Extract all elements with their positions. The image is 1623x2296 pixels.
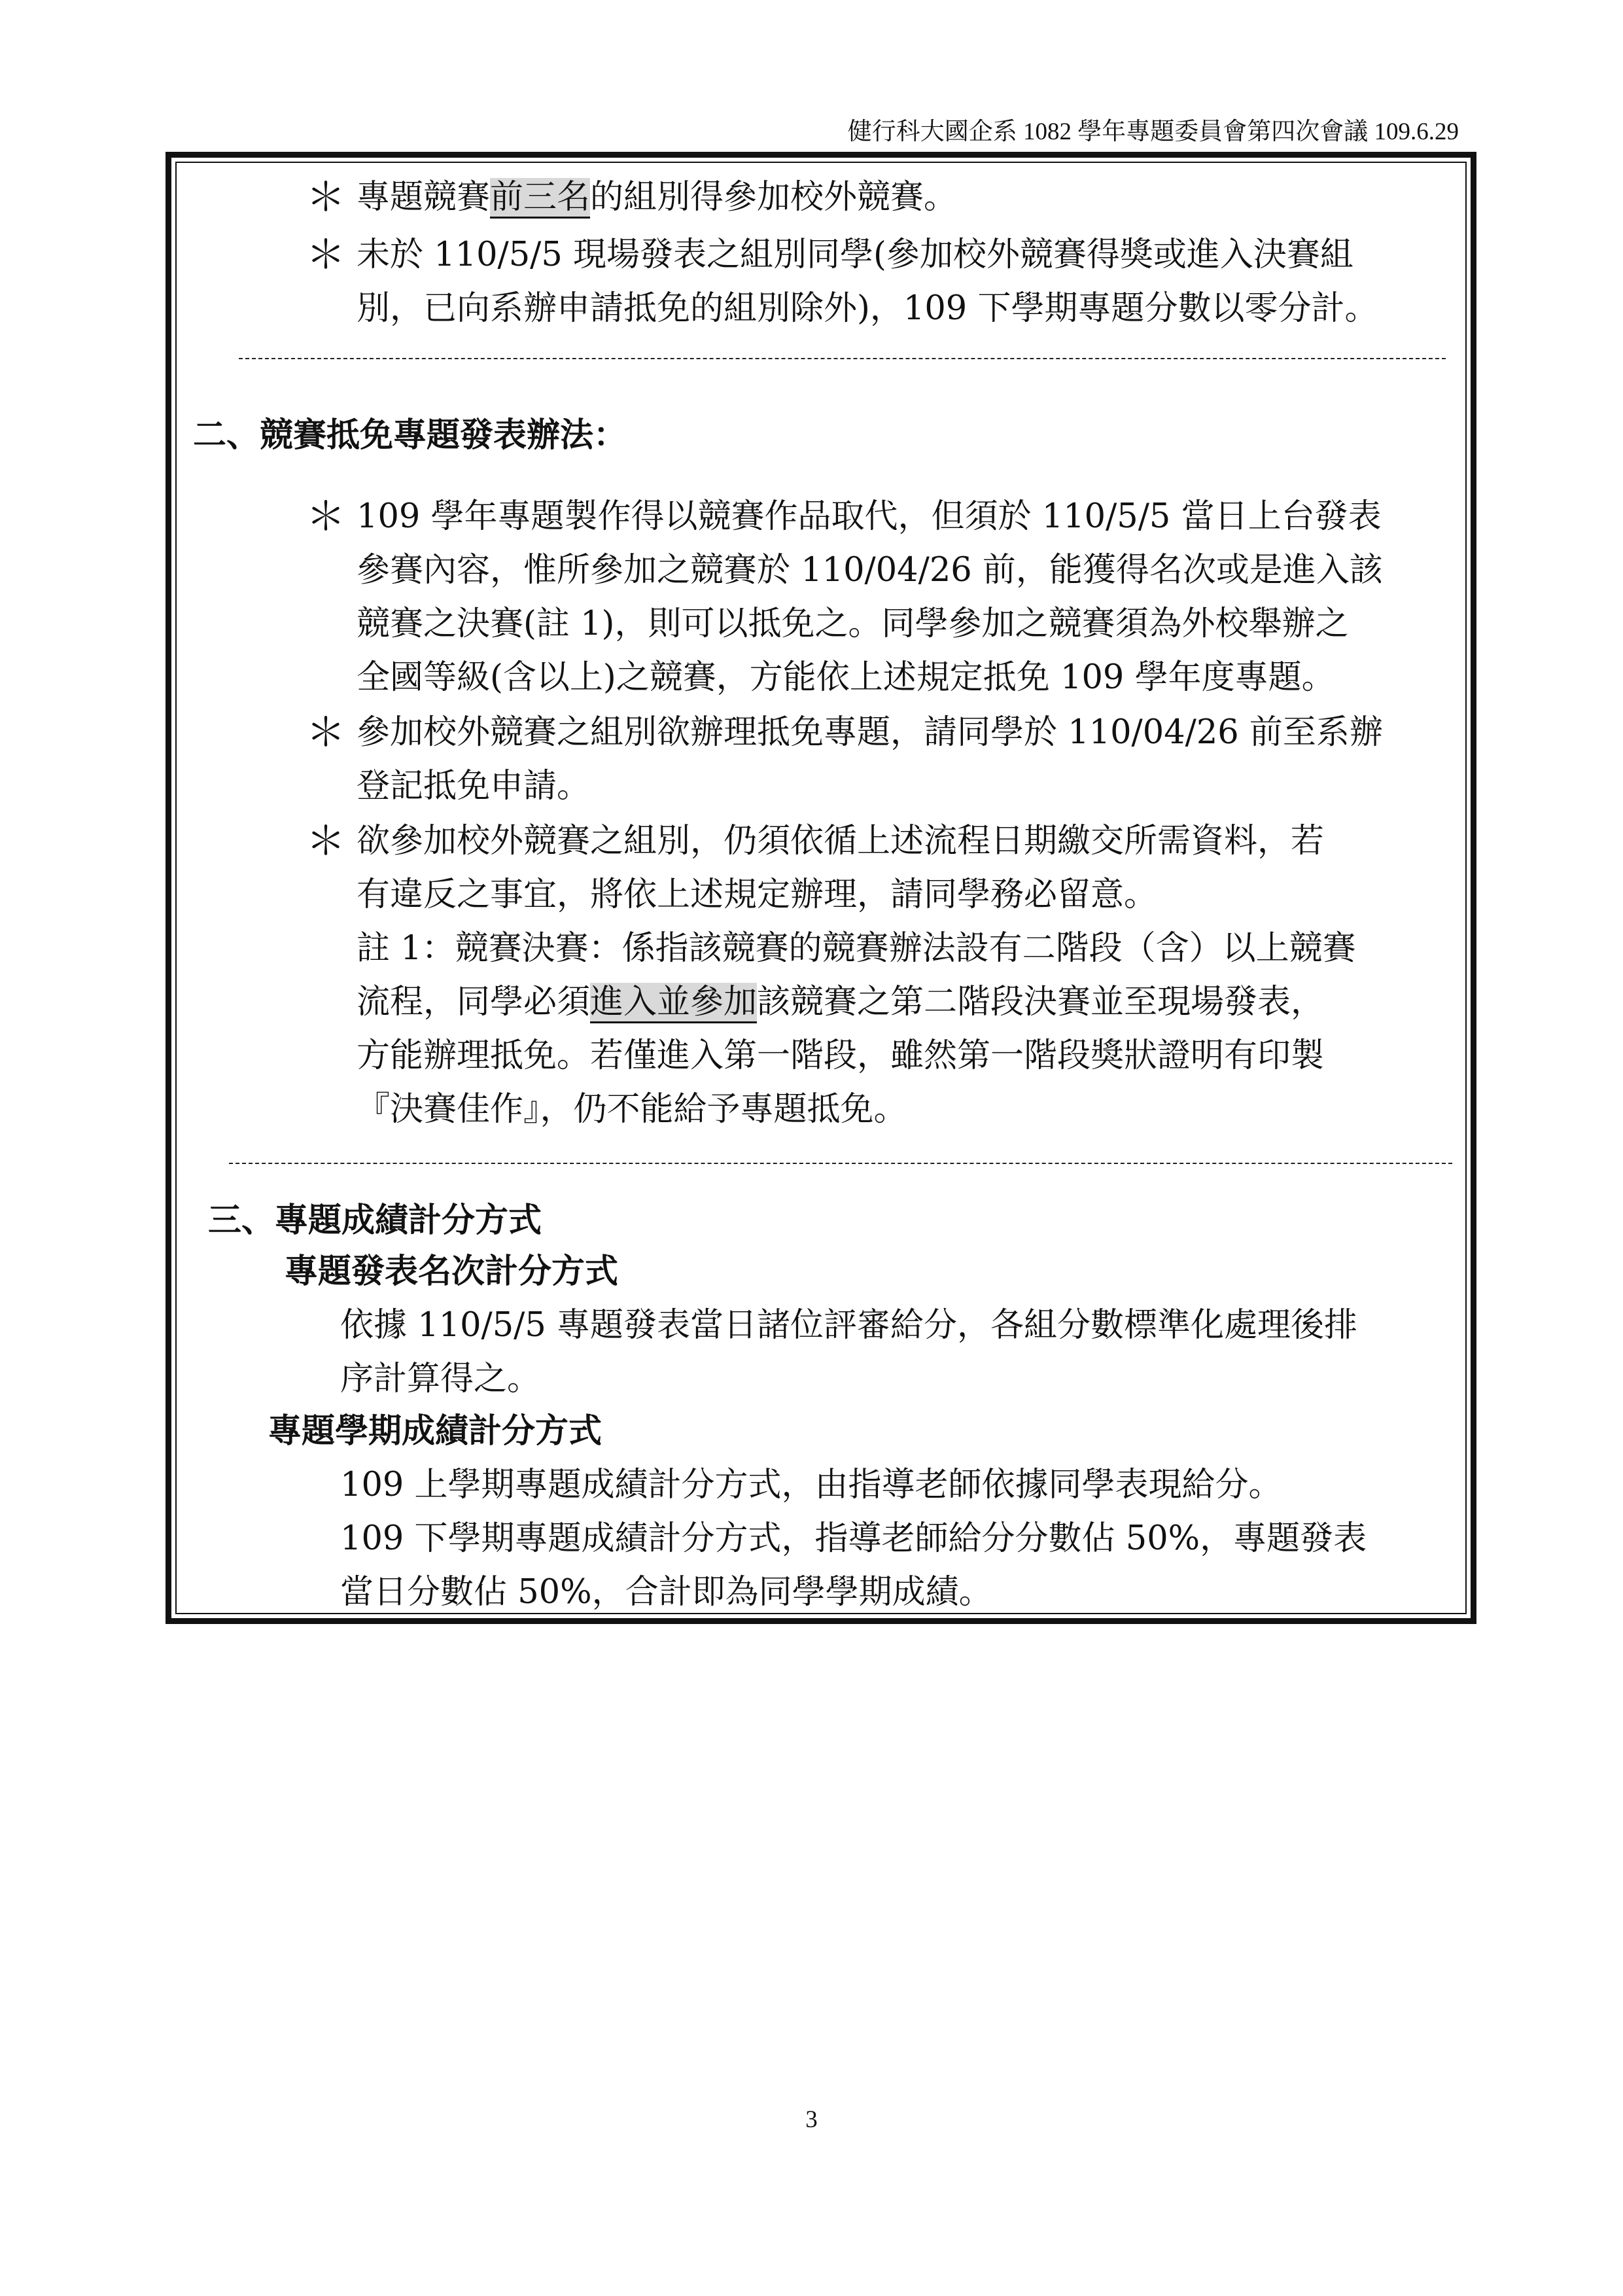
- section1-bullet1-pre: 專題競賽: [357, 178, 491, 217]
- section2-note-line4: 『決賽佳作』，仍不能給予專題抵免。: [357, 1090, 907, 1129]
- bullet-icon: ＊: [306, 494, 345, 540]
- section3-sub2-line1: 109 上學期專題成績計分方式，由指導老師依據同學表現給分。: [340, 1466, 1282, 1504]
- dashed-divider: [229, 1163, 1452, 1164]
- section3-sub1-line2: 序計算得之。: [340, 1360, 541, 1398]
- section3-sub1-line1: 依據 110/5/5 專題發表當日諸位評審給分，各組分數標準化處理後排: [340, 1306, 1358, 1345]
- section2-heading: 二、競賽抵免專題發表辦法：: [193, 416, 627, 455]
- section2-bullet2-line1: 參加校外競賽之組別欲辦理抵免專題，請同學於 110/04/26 前至系辦: [357, 713, 1383, 752]
- section1-bullet1-post: 的組別得參加校外競賽。: [590, 178, 958, 217]
- section3-sub2-line3: 當日分數佔 50%，合計即為同學學期成績。: [340, 1573, 992, 1612]
- page-number: 3: [805, 2106, 818, 2133]
- section3-sub2-line2: 109 下學期專題成績計分方式，指導老師給分分數佔 50%，專題發表: [340, 1519, 1367, 1558]
- section2-bullet1-line2: 參賽內容，惟所參加之競賽於 110/04/26 前，能獲得名次或是進入該: [357, 551, 1383, 590]
- section1-bullet2-line2: 別，已向系辦申請抵免的組別除外)，109 下學期專題分數以零分計。: [357, 289, 1378, 328]
- section2-bullet3-line2: 有違反之事宜，將依上述規定辦理，請同學務必留意。: [357, 875, 1158, 914]
- section2-note-line3: 方能辦理抵免。若僅進入第一階段，雖然第一階段獎狀證明有印製: [357, 1036, 1325, 1075]
- section1-bullet1: [357, 178, 958, 217]
- section3-subheading1: 專題發表名次計分方式: [285, 1252, 619, 1291]
- section2-note-line2: [357, 985, 1324, 1019]
- section2-note-line1: 註 1：競賽決賽：係指該競賽的競賽辦法設有二階段（含）以上競賽: [357, 929, 1356, 968]
- section2-bullet1-line4: 全國等級(含以上)之競賽，方能依上述規定抵免 109 學年度專題。: [357, 658, 1335, 697]
- bullet-icon: ＊: [306, 710, 345, 756]
- bullet-icon: ＊: [306, 819, 345, 864]
- section2-bullet1-line1: 109 學年專題製作得以競賽作品取代，但須於 110/5/5 當日上台發表: [357, 497, 1382, 536]
- section3-subheading2: 專題學期成績計分方式: [268, 1412, 602, 1451]
- section1-bullet1-highlight: 前三名: [490, 178, 590, 219]
- section2-bullet2-line2: 登記抵免申請。: [357, 767, 591, 805]
- bullet-icon: ＊: [306, 175, 345, 221]
- section2-bullet3-line1: 欲參加校外競賽之組別，仍須依循上述流程日期繳交所需資料，若: [357, 822, 1325, 860]
- section2-note-line2-pre: 流程，同學必須: [357, 983, 591, 1021]
- section2-note-highlight: 進入並參加: [590, 983, 757, 1023]
- section2-bullet1-line3: 競賽之決賽(註 1)，則可以抵免之。同學參加之競賽須為外校舉辦之: [357, 605, 1349, 643]
- dashed-divider: [239, 358, 1446, 359]
- section2-note-line2-post: 該競賽之第二階段決賽並至現場發表，: [757, 983, 1325, 1021]
- header-title: 健行科大國企系 1082 學年專題委員會第四次會議 109.6.29: [847, 118, 1459, 145]
- section3-heading: 三、專題成績計分方式: [208, 1201, 542, 1240]
- bullet-icon: ＊: [306, 232, 345, 278]
- section1-bullet2-line1: 未於 110/5/5 現場發表之組別同學(參加校外競賽得獎或進入決賽組: [357, 236, 1353, 274]
